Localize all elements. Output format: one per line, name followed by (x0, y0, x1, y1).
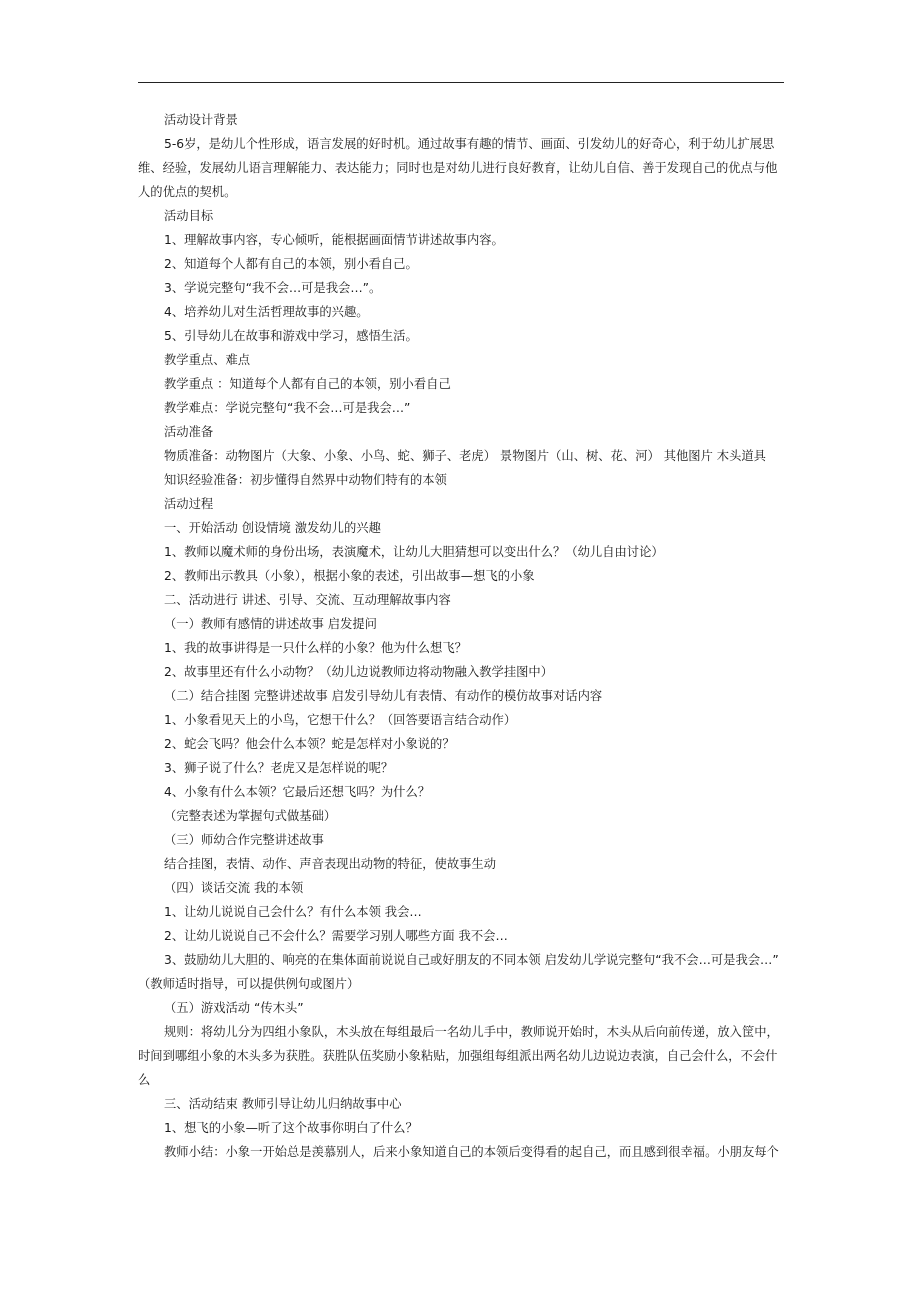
paragraph-line: 维、经验，发展幼儿语言理解能力、表达能力；同时也是对幼儿进行良好教育，让幼儿自信、善于发现自己的优点与他 (138, 161, 778, 175)
paragraph-line: 结合挂图，表情、动作、声音表现出动物的特征，使故事生动 (164, 857, 497, 871)
list-item: 1、教师以魔术师的身份出场，表演魔术，让幼儿大胆猜想可以变出什么？（幼儿自由讨论） (164, 545, 664, 559)
list-item: 4、培养幼儿对生活哲理故事的兴趣。 (164, 305, 369, 319)
subsection-heading: 二、活动进行 讲述、引导、交流、互动理解故事内容 (164, 593, 451, 607)
list-item: 1、理解故事内容，专心倾听，能根据画面情节讲述故事内容。 (164, 233, 504, 247)
list-item: 1、想飞的小象—听了这个故事你明白了什么？ (164, 1121, 418, 1135)
paragraph-line: 规则：将幼儿分为四组小象队，木头放在每组最后一名幼儿手中，教师说开始时，木头从后向前传递，放入筐中， (164, 1025, 779, 1039)
list-item: 2、让幼儿说说自己不会什么？需要学习别人哪些方面 我不会… (164, 929, 508, 943)
subsection-heading: 三、活动结束 教师引导让幼儿归纳故事中心 (164, 1097, 402, 1111)
section-heading: 活动设计背景 (164, 113, 238, 127)
list-item: 4、小象有什么本领？它最后还想飞吗？为什么？ (164, 785, 431, 799)
paragraph-line: （完整表述为掌握句式做基础） (164, 809, 337, 823)
section-heading: 活动准备 (164, 425, 214, 439)
section-heading: 活动过程 (164, 497, 214, 511)
list-item: 3、鼓励幼儿大胆的、响亮的在集体面前说说自己或好朋友的不同本领 启发幼儿学说完整句“我不会…可是我会…” (164, 953, 779, 967)
paragraph-line: 人的优点的契机。 (138, 185, 237, 199)
header-rule (138, 82, 784, 83)
list-item: 1、我的故事讲得是一只什么样的小象？他为什么想飞？ (164, 641, 467, 655)
document-body (138, 108, 784, 1164)
list-item: 3、狮子说了什么？老虎又是怎样说的呢？ (164, 761, 394, 775)
list-item: 3、学说完整句“我不会…可是我会…”。 (164, 281, 382, 295)
list-item: 5、引导幼儿在故事和游戏中学习，感悟生活。 (164, 329, 418, 343)
paragraph-line: （教师适时指导，可以提供例句或图片） (138, 977, 360, 991)
list-item: 2、故事里还有什么小动物？（幼儿边说教师边将动物融入教学挂图中） (164, 665, 554, 679)
list-item: 2、蛇会飞吗？他会什么本领？蛇是怎样对小象说的？ (164, 737, 455, 751)
subsection-heading: （四）谈话交流 我的本领 (164, 881, 304, 895)
section-heading: 活动目标 (164, 209, 214, 223)
subsection-heading: （五）游戏活动 “传木头” (164, 1001, 304, 1015)
paragraph-line: 知识经验准备：初步懂得自然界中动物们特有的本领 (164, 473, 447, 487)
list-item: 2、知道每个人都有自己的本领，别小看自己。 (164, 257, 418, 271)
subsection-heading: （一）教师有感情的讲述故事 启发提问 (164, 617, 377, 631)
section-heading: 教学重点、难点 (164, 353, 251, 367)
paragraph-line: 么 (138, 1073, 151, 1087)
paragraph-line: 时间到哪组小象的木头多为获胜。获胜队伍奖励小象粘贴，加强组每组派出两名幼儿边说边表演，自己会什么，不会什 (138, 1049, 778, 1063)
paragraph-line: 教师小结：小象一开始总是羡慕别人，后来小象知道自己的本领后变得看的起自己，而且感到很幸福。小朋友每个 (164, 1145, 779, 1159)
subsection-heading: 一、开始活动 创设情境 激发幼儿的兴趣 (164, 521, 381, 535)
list-item: 1、小象看见天上的小鸟，它想干什么？（回答要语言结合动作） (164, 713, 517, 727)
paragraph-line: 5-6岁，是幼儿个性形成，语言发展的好时机。通过故事有趣的情节、画面、引发幼儿的好奇心，利于幼儿扩展思 (164, 137, 775, 151)
paragraph-line: 物质准备：动物图片（大象、小象、小鸟、蛇、狮子、老虎） 景物图片（山、树、花、河） 其他图片 木头道具 (164, 449, 766, 463)
list-item: 2、教师出示教具（小象），根据小象的表述，引出故事—想飞的小象 (164, 569, 535, 583)
subsection-heading: （三）师幼合作完整讲述故事 (164, 833, 324, 847)
list-item: 1、让幼儿说说自己会什么？有什么本领 我会… (164, 905, 422, 919)
paragraph-line: 教学重点 ：知道每个人都有自己的本领，别小看自己 (164, 377, 451, 391)
subsection-heading: （二）结合挂图 完整讲述故事 启发引导幼儿有表情、有动作的模仿故事对话内容 (164, 689, 603, 703)
paragraph-line: 教学难点：学说完整句“我不会…可是我会…” (164, 401, 411, 415)
